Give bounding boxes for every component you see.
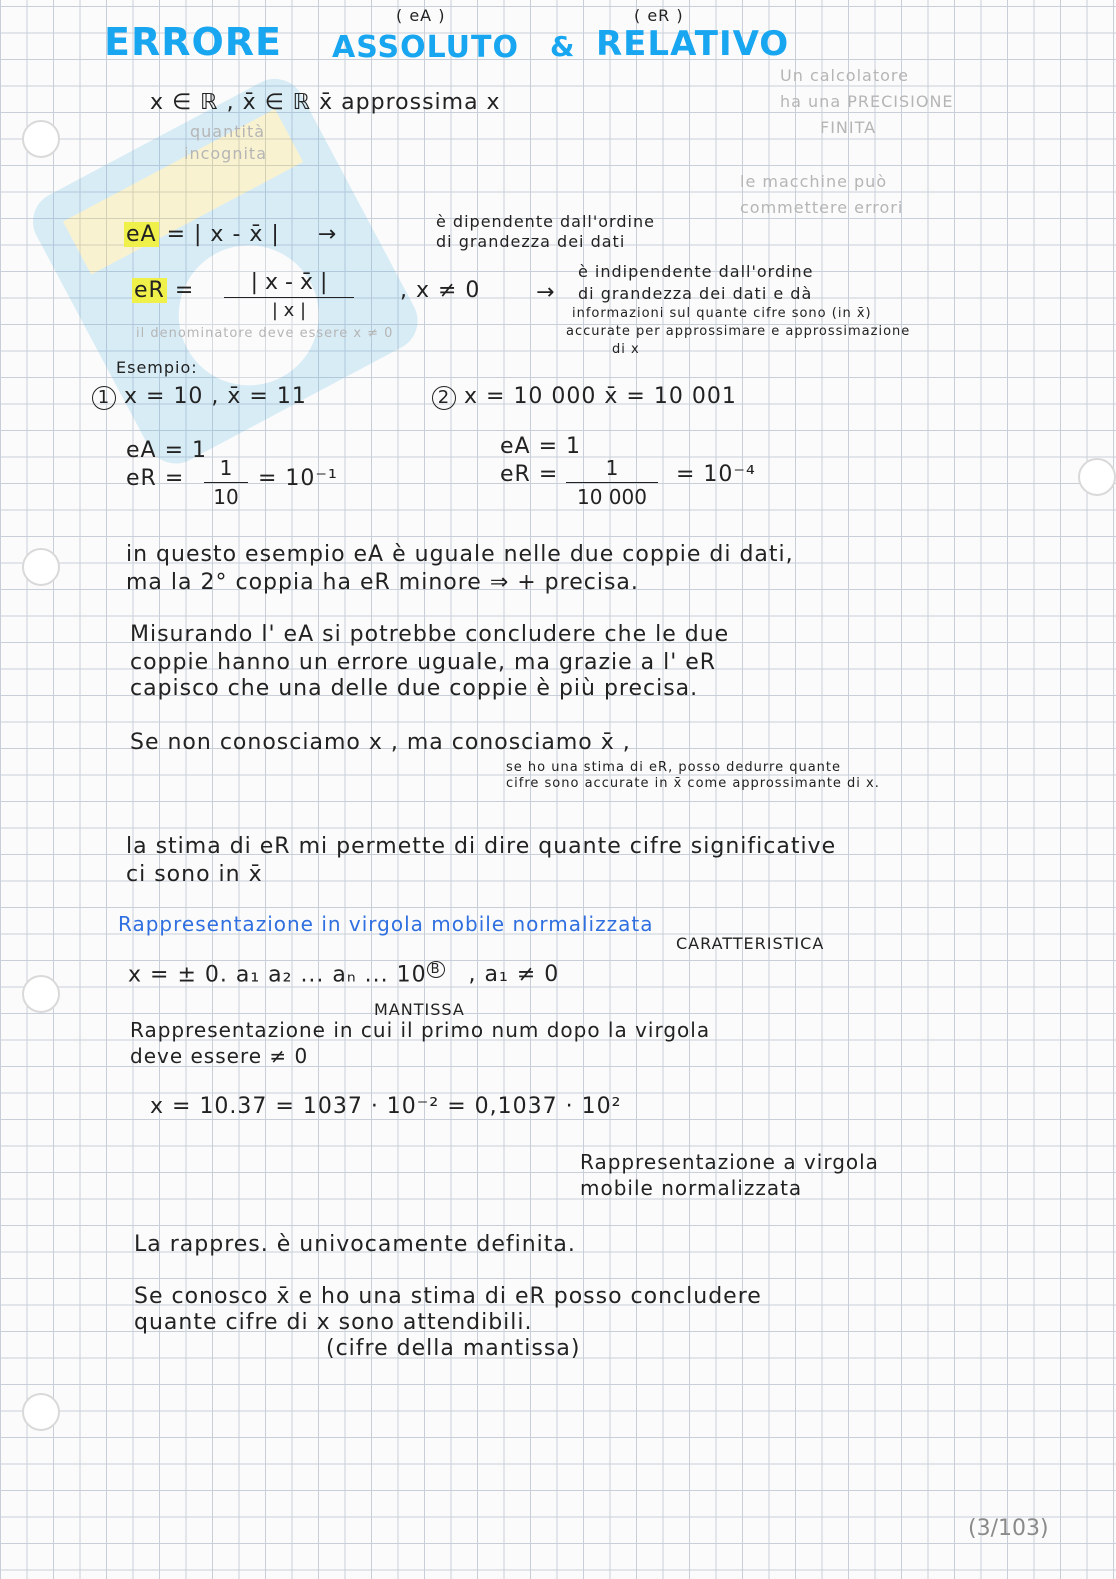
rel-error-note: informazioni sul quante cifre sono (in x̄) (572, 306, 872, 321)
rel-error-fraction (224, 270, 354, 321)
title-relativo: RELATIVO (596, 24, 790, 64)
float-description: deve essere ≠ 0 (130, 1044, 309, 1068)
paragraph-line: la stima di eR mi permette di dire quante cifre significative (126, 834, 837, 859)
example-2-er-lhs: eR = (500, 462, 559, 487)
rel-error-label-wrap (132, 278, 194, 303)
example-1-values: x = 10 , x̄ = 11 (124, 384, 307, 409)
example-2-number: 2 (432, 386, 456, 410)
float-condition: , a₁ ≠ 0 (468, 962, 560, 988)
title-abbr-r: ( eR ) (634, 6, 684, 25)
float-unique: La rappres. è univocamente definita. (134, 1232, 576, 1257)
example-1-er-rhs: = 10⁻¹ (258, 466, 338, 491)
example-2-line (432, 384, 737, 410)
example-1-line (92, 384, 307, 410)
paragraph-line: capisco che una delle due coppie è più precisa. (130, 676, 699, 701)
side-note-line: ha una PRECISIONE (780, 92, 954, 111)
rel-error-faded: il denominatore deve essere x ≠ 0 (136, 326, 394, 341)
example-2-values: x = 10 000 x̄ = 10 001 (464, 384, 737, 409)
abs-error-note: è dipendente dall'ordine (436, 212, 655, 231)
float-exponent: B (427, 961, 445, 978)
float-description: Rappresentazione in cui il primo num dopo la virgola (130, 1018, 711, 1042)
rel-error-equals: = (174, 278, 195, 303)
example-1-number: 1 (92, 386, 116, 410)
side-note-line: FINITA (820, 118, 877, 137)
paragraph-note: se ho una stima di eR, posso dedurre quante (506, 760, 842, 775)
example-1-er-num: 1 (219, 456, 233, 480)
paragraph-line: ci sono in x̄ (126, 862, 263, 887)
example-2-er-rhs: = 10⁻⁴ (676, 462, 756, 487)
caratteristica-label: CARATTERISTICA (676, 934, 825, 953)
float-example-note: mobile normalizzata (580, 1176, 803, 1200)
rel-error-label: eR (134, 278, 165, 303)
paragraph-line: in questo esempio eA è uguale nelle due coppie di dati, (126, 542, 794, 567)
punch-hole (1078, 458, 1116, 496)
example-2-ea: eA = 1 (500, 434, 582, 459)
abs-error-formula (124, 222, 337, 247)
rel-error-numerator: | x - x̄ | (250, 270, 328, 295)
final-line: (cifre della mantissa) (326, 1336, 581, 1361)
title-errore: ERRORE (104, 20, 283, 64)
mantissa-label: MANTISSA (374, 1000, 465, 1019)
title-amp: & (550, 30, 576, 63)
page-number: (3/103) (968, 1516, 1049, 1541)
paragraph-line: Se non conosciamo x , ma conosciamo x̄ , (130, 730, 631, 755)
punch-hole (22, 1393, 60, 1431)
example-1-er-fraction (204, 456, 248, 509)
punch-hole (22, 548, 60, 586)
rel-error-note: accurate per approssimare e approssimazione (566, 324, 911, 339)
title-abbr-a: ( eA ) (396, 6, 446, 25)
example-2-er-fraction (566, 456, 658, 509)
paragraph-line: ma la 2° coppia ha eR minore ⇒ + precisa. (126, 570, 639, 595)
example-1-ea: eA = 1 (126, 438, 208, 463)
float-example-note: Rappresentazione a virgola (580, 1150, 879, 1174)
final-line: quante cifre di x sono attendibili. (134, 1310, 533, 1335)
paragraph-line: coppie hanno un errore uguale, ma grazie a l' eR (130, 650, 717, 675)
paragraph-note: cifre sono accurate in x̄ come approssimante di x. (506, 776, 880, 791)
rel-error-note: di x (612, 342, 640, 357)
paragraph-line: Misurando l' eA si potrebbe concludere che le due (130, 622, 730, 647)
side-note-line: Un calcolatore (780, 66, 909, 85)
example-1-er-den: 10 (213, 485, 239, 509)
section-heading: Rappresentazione in virgola mobile normalizzata (118, 912, 654, 936)
arrow-icon: → (317, 222, 338, 247)
example-2-er-num: 1 (605, 456, 619, 480)
float-formula (128, 962, 559, 987)
rel-error-denominator: | x | (271, 300, 307, 321)
punch-hole (22, 975, 60, 1013)
abs-error-label: eA (126, 222, 157, 247)
final-line: Se conosco x̄ e ho una stima di eR posso concludere (134, 1284, 762, 1309)
rel-error-note: di grandezza dei dati e dà (578, 284, 813, 303)
float-example: x = 10.37 = 1037 · 10⁻² = 0,1037 · 10² (150, 1094, 622, 1119)
arrow-icon: → (536, 280, 556, 305)
side-note-line: commettere errori (740, 198, 904, 217)
side-note-line: le macchine può (740, 172, 888, 191)
punch-hole (22, 120, 60, 158)
abs-error-note: di grandezza dei dati (436, 232, 626, 251)
intro-faded: incognita (184, 144, 267, 163)
abs-error-expression: = | x - x̄ | (166, 222, 280, 247)
example-heading: Esempio: (116, 358, 198, 377)
title-assoluto: ASSOLUTO (332, 30, 519, 65)
example-2-er-den: 10 000 (577, 485, 647, 509)
rel-error-condition: , x ≠ 0 (400, 278, 481, 303)
example-1-er-lhs: eR = (126, 466, 185, 491)
rel-error-note: è indipendente dall'ordine (578, 262, 814, 281)
intro-faded: quantità (190, 122, 266, 141)
intro-line: x ∈ ℝ , x̄ ∈ ℝ x̄ approssima x (150, 90, 501, 115)
float-formula-body: x = ± 0. a₁ a₂ ... aₙ ... 10 (128, 962, 427, 988)
